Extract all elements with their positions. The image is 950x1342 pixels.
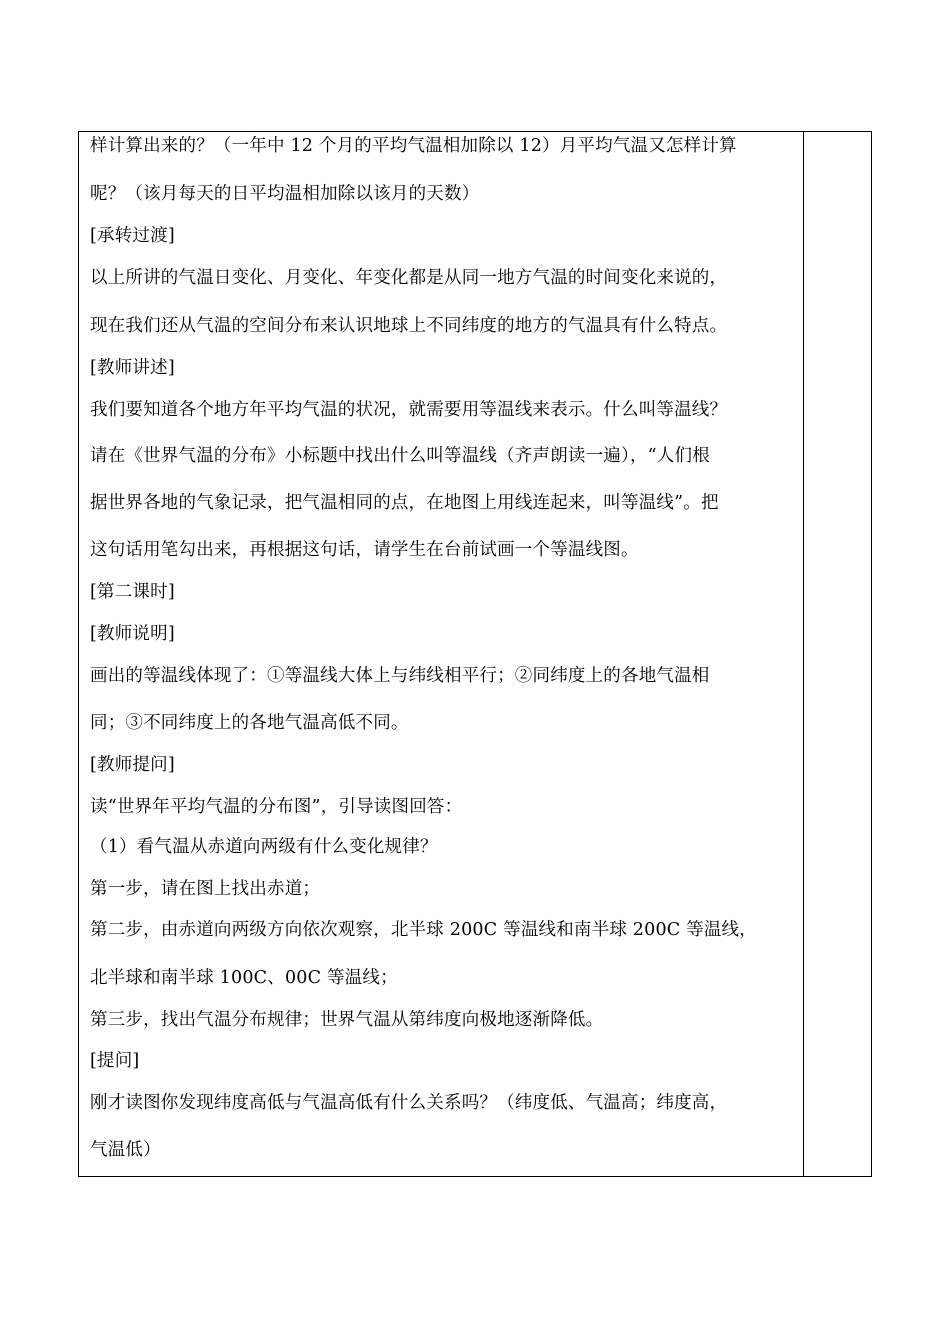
text-line: 呢？（该月每天的日平均温相加除以该月的天数） (90, 184, 480, 204)
lesson-table (78, 131, 872, 1177)
text-line: 样计算出来的？（一年中 12 个月的平均气温相加除以 12）月平均气温又怎样计算 (90, 136, 737, 156)
text-line: 我们要知道各个地方年平均气温的状况，就需要用等温线来表示。什么叫等温线？ (90, 400, 728, 420)
text-line: 第二步，由赤道向两级方向依次观察，北半球 200C 等温线和南半球 200C 等温线， (90, 920, 757, 940)
text-line: 刚才读图你发现纬度高低与气温高低有什么关系吗？（纬度低、气温高；纬度高， (90, 1093, 728, 1113)
section-heading: [第二课时] (90, 582, 175, 602)
text-line: 同；③不同纬度上的各地气温高低不同。 (90, 713, 409, 733)
section-heading: [教师提问] (90, 755, 175, 775)
text-line: 读“世界年平均气温的分布图”，引导读图回答： (90, 797, 463, 817)
section-heading: [教师说明] (90, 624, 175, 644)
text-line: 画出的等温线体现了：①等温线大体上与纬线相平行；②同纬度上的各地气温相 (90, 666, 710, 686)
text-line: 第三步，找出气温分布规律；世界气温从第纬度向极地逐渐降低。 (90, 1010, 604, 1030)
text-line: 请在《世界气温的分布》小标题中找出什么叫等温线（齐声朗读一遍），“人们根 (90, 446, 710, 466)
text-line: 以上所讲的气温日变化、月变化、年变化都是从同一地方气温的时间变化来说的， (90, 268, 728, 288)
text-line: 第一步，请在图上找出赤道； (90, 879, 321, 899)
text-line: 北半球和南半球 100C、00C 等温线； (90, 968, 398, 988)
text-line: （1）看气温从赤道向两级有什么变化规律？ (90, 837, 438, 857)
notes-cell (804, 132, 871, 1176)
text-line: 气温低） (90, 1140, 161, 1160)
section-heading: [提问] (90, 1051, 140, 1071)
text-line: 现在我们还从气温的空间分布来认识地球上不同纬度的地方的气温具有什么特点。 (90, 316, 728, 336)
text-line: 据世界各地的气象记录，把气温相同的点，在地图上用线连起来，叫等温线”。把 (90, 493, 719, 513)
section-heading: [承转过渡] (90, 226, 175, 246)
section-heading: [教师讲述] (90, 358, 175, 378)
text-line: 这句话用笔勾出来，再根据这句话，请学生在台前试画一个等温线图。 (90, 540, 639, 560)
